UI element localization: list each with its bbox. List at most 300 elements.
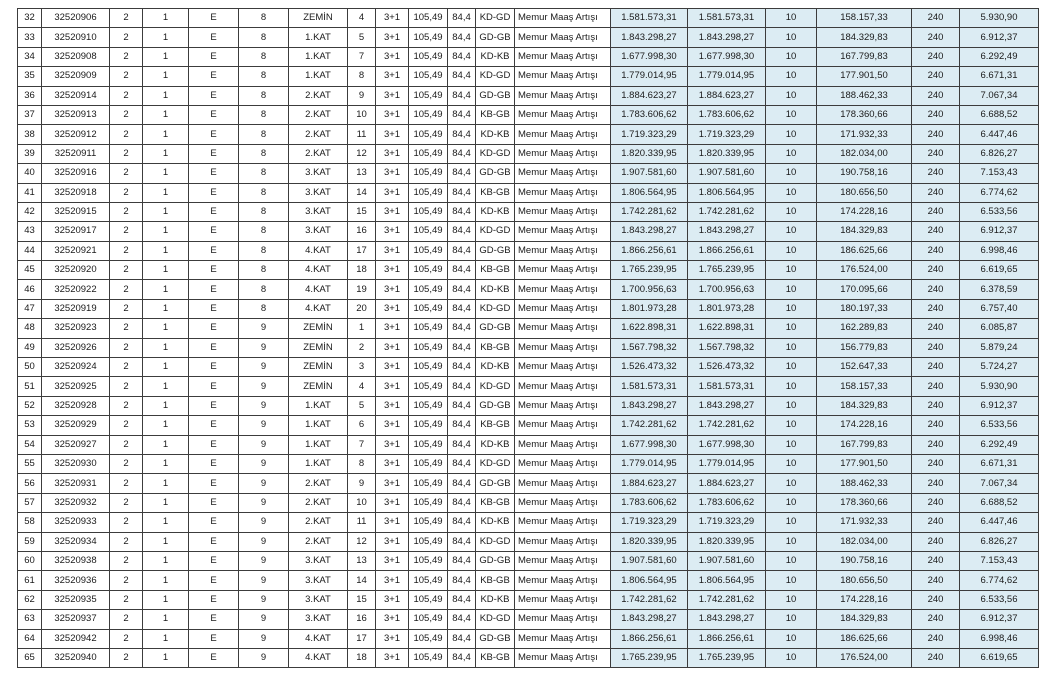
category-cell: Memur Maaş Artışı [515,86,611,105]
net-area-cell: 84,4 [448,280,476,299]
monthly-installment-cell: 6.533,56 [960,416,1039,435]
row-no-cell: 32 [18,9,42,28]
down-payment-rate-cell: 10 [766,144,817,163]
flat-no-cell: 1 [348,319,376,338]
row-no-cell: 64 [18,629,42,648]
row-no-cell: 56 [18,474,42,493]
sale-price-cell: 1.742.281,62 [611,416,688,435]
down-payment-rate-cell: 10 [766,648,817,667]
facade-cell: GD-GB [476,28,515,47]
monthly-installment-cell: 6.447,46 [960,513,1039,532]
floor-type-cell: 1 [143,416,189,435]
facade-cell: KD-KB [476,435,515,454]
down-payment-cell: 190.758,16 [817,164,912,183]
unit-id-cell: 32520921 [42,241,110,260]
down-payment-rate-cell: 10 [766,590,817,609]
building-cell: 9 [239,358,289,377]
floor-cell: ZEMİN [289,338,348,357]
facade-cell: GD-GB [476,86,515,105]
sale-price-cell: 1.581.573,31 [611,9,688,28]
net-area-cell: 84,4 [448,571,476,590]
row-no-cell: 40 [18,164,42,183]
table-row [18,358,1039,377]
block-cell: 2 [110,610,143,629]
block-cell: 2 [110,377,143,396]
facade-cell: KB-GB [476,648,515,667]
floor-type-cell: 1 [143,125,189,144]
facade-cell: GD-GB [476,241,515,260]
room-type-cell: 3+1 [376,358,409,377]
down-payment-cell: 170.095,66 [817,280,912,299]
net-area-cell: 84,4 [448,202,476,221]
installments-cell: 240 [912,648,960,667]
monthly-installment-cell: 7.067,34 [960,474,1039,493]
floor-cell: 2.KAT [289,86,348,105]
category-cell: Memur Maaş Artışı [515,435,611,454]
room-type-cell: 3+1 [376,377,409,396]
phase-cell: E [189,299,239,318]
down-payment-rate-cell: 10 [766,435,817,454]
floor-type-cell: 1 [143,629,189,648]
net-area-cell: 84,4 [448,377,476,396]
gross-area-cell: 105,49 [409,202,448,221]
category-cell: Memur Maaş Artışı [515,629,611,648]
category-cell: Memur Maaş Artışı [515,551,611,570]
total-price-cell: 1.742.281,62 [688,590,766,609]
sale-price-cell: 1.765.239,95 [611,648,688,667]
unit-id-cell: 32520922 [42,280,110,299]
row-no-cell: 37 [18,105,42,124]
category-cell: Memur Maaş Artışı [515,396,611,415]
table-row [18,629,1039,648]
floor-cell: 3.KAT [289,571,348,590]
total-price-cell: 1.820.339,95 [688,144,766,163]
table-row [18,338,1039,357]
floor-type-cell: 1 [143,28,189,47]
phase-cell: E [189,164,239,183]
table-row [18,648,1039,667]
phase-cell: E [189,261,239,280]
monthly-installment-cell: 6.619,65 [960,261,1039,280]
down-payment-rate-cell: 10 [766,222,817,241]
unit-id-cell: 32520927 [42,435,110,454]
phase-cell: E [189,86,239,105]
down-payment-rate-cell: 10 [766,358,817,377]
room-type-cell: 3+1 [376,551,409,570]
floor-type-cell: 1 [143,454,189,473]
gross-area-cell: 105,49 [409,86,448,105]
building-cell: 9 [239,454,289,473]
room-type-cell: 3+1 [376,144,409,163]
down-payment-rate-cell: 10 [766,629,817,648]
category-cell: Memur Maaş Artışı [515,358,611,377]
building-cell: 8 [239,280,289,299]
floor-cell: 4.KAT [289,648,348,667]
down-payment-rate-cell: 10 [766,202,817,221]
block-cell: 2 [110,86,143,105]
down-payment-rate-cell: 10 [766,532,817,551]
room-type-cell: 3+1 [376,532,409,551]
gross-area-cell: 105,49 [409,513,448,532]
sale-price-cell: 1.866.256,61 [611,241,688,260]
row-no-cell: 59 [18,532,42,551]
sale-price-cell: 1.719.323,29 [611,125,688,144]
down-payment-cell: 174.228,16 [817,416,912,435]
total-price-cell: 1.806.564,95 [688,571,766,590]
room-type-cell: 3+1 [376,28,409,47]
flat-no-cell: 11 [348,125,376,144]
sale-price-cell: 1.581.573,31 [611,377,688,396]
floor-type-cell: 1 [143,474,189,493]
table-row [18,105,1039,124]
total-price-cell: 1.843.298,27 [688,28,766,47]
sale-price-cell: 1.567.798,32 [611,338,688,357]
flat-no-cell: 14 [348,571,376,590]
total-price-cell: 1.783.606,62 [688,105,766,124]
building-cell: 8 [239,86,289,105]
floor-cell: 3.KAT [289,590,348,609]
facade-cell: KD-KB [476,280,515,299]
phase-cell: E [189,571,239,590]
unit-id-cell: 32520917 [42,222,110,241]
total-price-cell: 1.907.581,60 [688,164,766,183]
sale-price-cell: 1.801.973,28 [611,299,688,318]
row-no-cell: 60 [18,551,42,570]
building-cell: 9 [239,590,289,609]
down-payment-rate-cell: 10 [766,67,817,86]
category-cell: Memur Maaş Artışı [515,319,611,338]
floor-cell: ZEMİN [289,377,348,396]
installments-cell: 240 [912,86,960,105]
block-cell: 2 [110,202,143,221]
table-row [18,280,1039,299]
down-payment-cell: 180.197,33 [817,299,912,318]
down-payment-cell: 167.799,83 [817,435,912,454]
row-no-cell: 45 [18,261,42,280]
installments-cell: 240 [912,202,960,221]
total-price-cell: 1.765.239,95 [688,648,766,667]
down-payment-cell: 184.329,83 [817,28,912,47]
room-type-cell: 3+1 [376,105,409,124]
installments-cell: 240 [912,164,960,183]
floor-type-cell: 1 [143,67,189,86]
facade-cell: KB-GB [476,416,515,435]
down-payment-cell: 186.625,66 [817,629,912,648]
down-payment-cell: 152.647,33 [817,358,912,377]
facade-cell: KD-KB [476,202,515,221]
down-payment-cell: 178.360,66 [817,105,912,124]
net-area-cell: 84,4 [448,435,476,454]
floor-cell: 3.KAT [289,551,348,570]
total-price-cell: 1.742.281,62 [688,202,766,221]
down-payment-cell: 190.758,16 [817,551,912,570]
phase-cell: E [189,532,239,551]
sale-price-cell: 1.677.998,30 [611,47,688,66]
phase-cell: E [189,202,239,221]
floor-type-cell: 1 [143,222,189,241]
floor-type-cell: 1 [143,610,189,629]
floor-type-cell: 1 [143,319,189,338]
sale-price-cell: 1.526.473,32 [611,358,688,377]
room-type-cell: 3+1 [376,474,409,493]
floor-cell: 4.KAT [289,299,348,318]
room-type-cell: 3+1 [376,125,409,144]
net-area-cell: 84,4 [448,513,476,532]
flat-no-cell: 12 [348,532,376,551]
phase-cell: E [189,629,239,648]
phase-cell: E [189,590,239,609]
flat-no-cell: 6 [348,416,376,435]
installments-cell: 240 [912,28,960,47]
sale-price-cell: 1.719.323,29 [611,513,688,532]
facade-cell: KB-GB [476,105,515,124]
sale-price-cell: 1.843.298,27 [611,610,688,629]
installments-cell: 240 [912,183,960,202]
down-payment-rate-cell: 10 [766,241,817,260]
flat-no-cell: 7 [348,435,376,454]
monthly-installment-cell: 6.912,37 [960,222,1039,241]
installments-cell: 240 [912,513,960,532]
floor-cell: 1.KAT [289,416,348,435]
table-row [18,164,1039,183]
sale-price-cell: 1.779.014,95 [611,67,688,86]
sale-price-cell: 1.806.564,95 [611,571,688,590]
down-payment-cell: 184.329,83 [817,610,912,629]
gross-area-cell: 105,49 [409,629,448,648]
table-row [18,125,1039,144]
room-type-cell: 3+1 [376,396,409,415]
total-price-cell: 1.765.239,95 [688,261,766,280]
block-cell: 2 [110,474,143,493]
down-payment-rate-cell: 10 [766,105,817,124]
unit-id-cell: 32520914 [42,86,110,105]
block-cell: 2 [110,513,143,532]
facade-cell: KD-GD [476,377,515,396]
floor-cell: 1.KAT [289,67,348,86]
floor-type-cell: 1 [143,105,189,124]
installments-cell: 240 [912,280,960,299]
net-area-cell: 84,4 [448,67,476,86]
room-type-cell: 3+1 [376,47,409,66]
table-row [18,67,1039,86]
monthly-installment-cell: 7.153,43 [960,164,1039,183]
block-cell: 2 [110,28,143,47]
floor-cell: 3.KAT [289,164,348,183]
down-payment-cell: 178.360,66 [817,493,912,512]
installments-cell: 240 [912,435,960,454]
category-cell: Memur Maaş Artışı [515,493,611,512]
monthly-installment-cell: 6.688,52 [960,105,1039,124]
building-cell: 9 [239,493,289,512]
floor-type-cell: 1 [143,47,189,66]
room-type-cell: 3+1 [376,493,409,512]
facade-cell: KD-GD [476,299,515,318]
down-payment-rate-cell: 10 [766,338,817,357]
phase-cell: E [189,338,239,357]
net-area-cell: 84,4 [448,629,476,648]
monthly-installment-cell: 6.912,37 [960,28,1039,47]
building-cell: 8 [239,202,289,221]
building-cell: 9 [239,610,289,629]
category-cell: Memur Maaş Artışı [515,454,611,473]
building-cell: 8 [239,47,289,66]
phase-cell: E [189,222,239,241]
facade-cell: KD-GD [476,454,515,473]
room-type-cell: 3+1 [376,610,409,629]
facade-cell: KB-GB [476,571,515,590]
unit-id-cell: 32520909 [42,67,110,86]
flat-no-cell: 18 [348,648,376,667]
down-payment-cell: 180.656,50 [817,571,912,590]
unit-id-cell: 32520935 [42,590,110,609]
table-row [18,202,1039,221]
gross-area-cell: 105,49 [409,454,448,473]
sale-price-cell: 1.806.564,95 [611,183,688,202]
installments-cell: 240 [912,105,960,124]
floor-type-cell: 1 [143,532,189,551]
room-type-cell: 3+1 [376,590,409,609]
down-payment-cell: 176.524,00 [817,648,912,667]
block-cell: 2 [110,551,143,570]
room-type-cell: 3+1 [376,261,409,280]
building-cell: 9 [239,396,289,415]
facade-cell: KB-GB [476,338,515,357]
category-cell: Memur Maaş Artışı [515,280,611,299]
unit-id-cell: 32520925 [42,377,110,396]
row-no-cell: 43 [18,222,42,241]
building-cell: 8 [239,28,289,47]
category-cell: Memur Maaş Artışı [515,610,611,629]
flat-no-cell: 3 [348,358,376,377]
floor-cell: 2.KAT [289,493,348,512]
flat-no-cell: 14 [348,183,376,202]
unit-id-cell: 32520916 [42,164,110,183]
floor-type-cell: 1 [143,261,189,280]
unit-id-cell: 32520911 [42,144,110,163]
phase-cell: E [189,648,239,667]
phase-cell: E [189,358,239,377]
flat-no-cell: 16 [348,222,376,241]
total-price-cell: 1.719.323,29 [688,513,766,532]
gross-area-cell: 105,49 [409,222,448,241]
net-area-cell: 84,4 [448,47,476,66]
sale-price-cell: 1.907.581,60 [611,164,688,183]
table-row [18,610,1039,629]
gross-area-cell: 105,49 [409,105,448,124]
floor-cell: 1.KAT [289,396,348,415]
row-no-cell: 57 [18,493,42,512]
flat-no-cell: 15 [348,202,376,221]
monthly-installment-cell: 6.912,37 [960,610,1039,629]
phase-cell: E [189,435,239,454]
installments-cell: 240 [912,319,960,338]
facade-cell: GD-GB [476,629,515,648]
building-cell: 9 [239,571,289,590]
row-no-cell: 35 [18,67,42,86]
down-payment-rate-cell: 10 [766,28,817,47]
category-cell: Memur Maaş Artışı [515,590,611,609]
block-cell: 2 [110,9,143,28]
net-area-cell: 84,4 [448,590,476,609]
floor-type-cell: 1 [143,513,189,532]
room-type-cell: 3+1 [376,629,409,648]
phase-cell: E [189,377,239,396]
floor-cell: ZEMİN [289,9,348,28]
row-no-cell: 41 [18,183,42,202]
table-row [18,319,1039,338]
monthly-installment-cell: 7.067,34 [960,86,1039,105]
room-type-cell: 3+1 [376,416,409,435]
floor-type-cell: 1 [143,86,189,105]
unit-id-cell: 32520906 [42,9,110,28]
floor-type-cell: 1 [143,590,189,609]
table-body [18,9,1039,668]
unit-id-cell: 32520913 [42,105,110,124]
floor-cell: 2.KAT [289,125,348,144]
table-row [18,241,1039,260]
net-area-cell: 84,4 [448,532,476,551]
category-cell: Memur Maaş Artışı [515,144,611,163]
floor-type-cell: 1 [143,9,189,28]
building-cell: 8 [239,144,289,163]
net-area-cell: 84,4 [448,610,476,629]
category-cell: Memur Maaş Artışı [515,125,611,144]
flat-no-cell: 4 [348,377,376,396]
unit-id-cell: 32520930 [42,454,110,473]
down-payment-cell: 162.289,83 [817,319,912,338]
total-price-cell: 1.567.798,32 [688,338,766,357]
flat-no-cell: 16 [348,610,376,629]
monthly-installment-cell: 6.774,62 [960,571,1039,590]
table-row [18,416,1039,435]
installments-cell: 240 [912,338,960,357]
table-row [18,47,1039,66]
room-type-cell: 3+1 [376,571,409,590]
sale-price-cell: 1.866.256,61 [611,629,688,648]
monthly-installment-cell: 6.998,46 [960,241,1039,260]
gross-area-cell: 105,49 [409,610,448,629]
block-cell: 2 [110,338,143,357]
phase-cell: E [189,183,239,202]
table-row [18,299,1039,318]
down-payment-cell: 180.656,50 [817,183,912,202]
row-no-cell: 49 [18,338,42,357]
installments-cell: 240 [912,358,960,377]
room-type-cell: 3+1 [376,164,409,183]
block-cell: 2 [110,571,143,590]
gross-area-cell: 105,49 [409,9,448,28]
floor-type-cell: 1 [143,241,189,260]
floor-cell: 4.KAT [289,241,348,260]
floor-cell: 2.KAT [289,513,348,532]
phase-cell: E [189,493,239,512]
block-cell: 2 [110,164,143,183]
phase-cell: E [189,280,239,299]
net-area-cell: 84,4 [448,396,476,415]
gross-area-cell: 105,49 [409,358,448,377]
flat-no-cell: 9 [348,86,376,105]
category-cell: Memur Maaş Artışı [515,571,611,590]
facade-cell: KD-KB [476,513,515,532]
installments-cell: 240 [912,629,960,648]
floor-type-cell: 1 [143,202,189,221]
table-row [18,551,1039,570]
total-price-cell: 1.843.298,27 [688,610,766,629]
floor-type-cell: 1 [143,280,189,299]
table-row [18,532,1039,551]
unit-id-cell: 32520931 [42,474,110,493]
floor-cell: 3.KAT [289,202,348,221]
